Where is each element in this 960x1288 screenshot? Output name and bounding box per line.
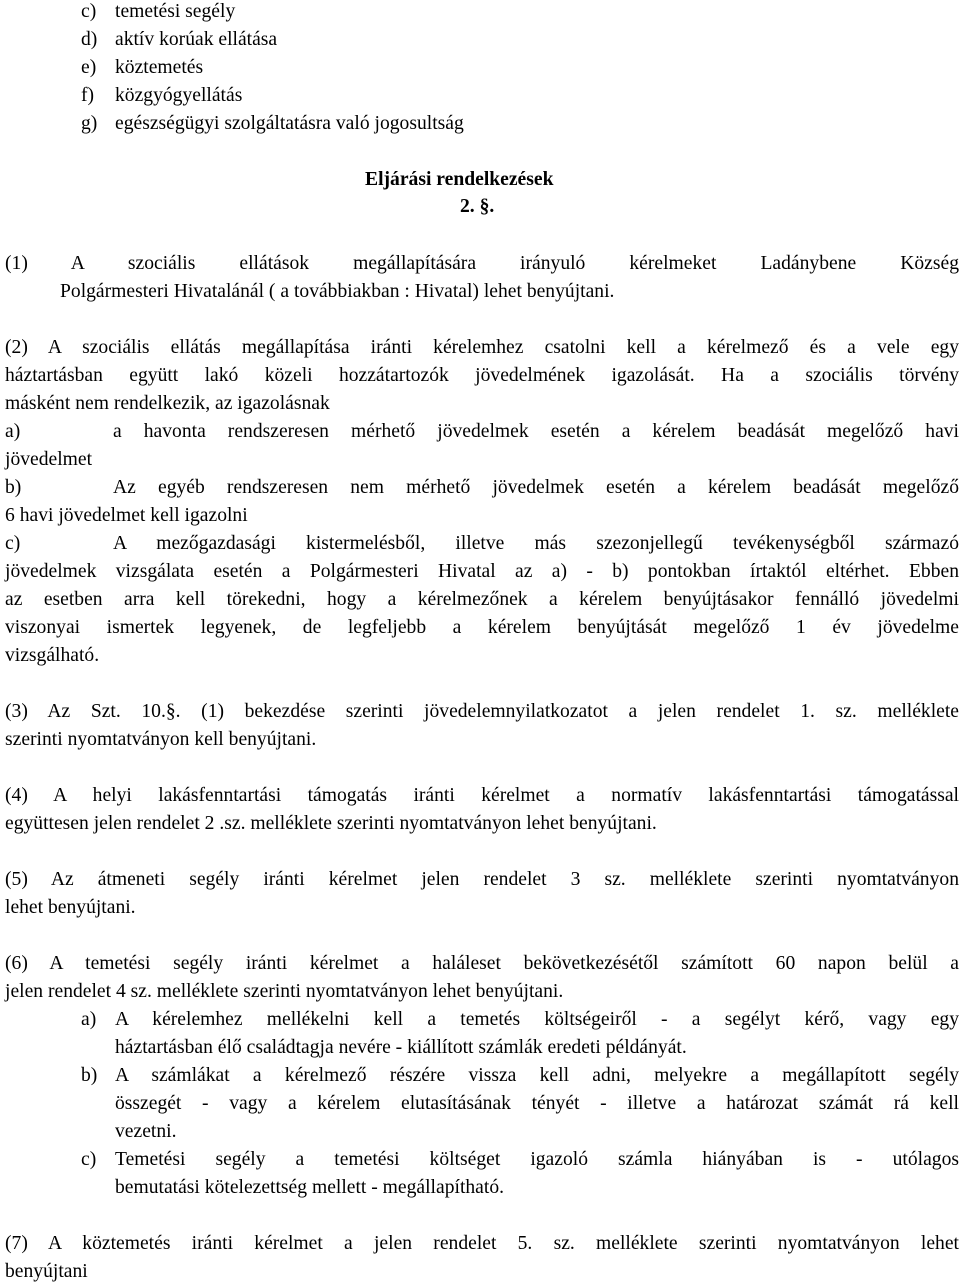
list-item bbox=[81, 82, 242, 110]
item-label: a) bbox=[81, 1009, 97, 1030]
list-item bbox=[81, 110, 464, 138]
item-line: Az egyéb rendszeresen nem mérhető jövedelmek esetén a kérelem beadását megelőző bbox=[113, 477, 959, 498]
paragraph-6-line: (6) A temetési segély iránti kérelmet a haláleset bekövetkezésétől számított 60 napon belül a bbox=[5, 953, 959, 974]
section-title: Eljárási rendelkezések bbox=[365, 169, 554, 190]
item-line: jövedelmet bbox=[5, 449, 93, 470]
item-line: az esetben arra kell törekedni, hogy a kérelmezőnek a kérelem benyújtásakor fennálló jövedelmi bbox=[5, 589, 959, 610]
item-line: vezetni. bbox=[115, 1121, 177, 1142]
item-line: A számlákat a kérelmező részére vissza kell adni, melyekre a megállapított segély bbox=[115, 1065, 959, 1086]
item-line: viszonyai ismertek legyenek, de legfeljebb a kérelem benyújtását megelőző 1 év jövedelme bbox=[5, 617, 959, 638]
paragraph-3-line: szerinti nyomtatványon kell benyújtani. bbox=[5, 729, 317, 750]
paragraph-2-line: másként nem rendelkezik, az igazolásnak bbox=[5, 393, 330, 414]
list-label: d) bbox=[81, 29, 98, 50]
item-label: b) bbox=[81, 1065, 98, 1086]
list-item bbox=[81, 26, 277, 54]
item-line: háztartásban élő családtagja nevére - kiállított számlák eredeti példányát. bbox=[115, 1037, 687, 1058]
paragraph-2-line: (2) A szociális ellátás megállapítása iránti kérelemhez csatolni kell a kérelmező és a vele egy bbox=[5, 337, 959, 358]
paragraph-5-line: lehet benyújtani. bbox=[5, 897, 136, 918]
paragraph-4-line: együttesen jelen rendelet 2 .sz. melléklete szerinti nyomtatványon lehet benyújtani. bbox=[5, 813, 657, 834]
item-line: 6 havi jövedelmet kell igazolni bbox=[5, 505, 248, 526]
item-line: jövedelmek vizsgálata esetén a Polgármesteri Hivatal az a) - b) pontokban írtaktól eltérhet. Ebben bbox=[5, 561, 959, 582]
list-label: e) bbox=[81, 57, 97, 78]
item-line: A mezőgazdasági kistermelésből, illetve más szezonjellegű tevékenységből származó bbox=[113, 533, 959, 554]
item-label: c) bbox=[81, 1149, 97, 1170]
list-text: közgyógyellátás bbox=[115, 85, 243, 106]
section-number: 2. §. bbox=[460, 196, 495, 217]
paragraph-3-line: (3) Az Szt. 10.§. (1) bekezdése szerinti jövedelemnyilatkozatot a jelen rendelet 1. sz. melléklete bbox=[5, 701, 959, 722]
paragraph-7-line: benyújtani bbox=[5, 1261, 88, 1282]
list-text: temetési segély bbox=[115, 1, 236, 22]
paragraph-2-line: háztartásban együtt lakó közeli hozzátartozók jövedelmének igazolását. Ha a szociális törvény bbox=[5, 365, 959, 386]
list-label: g) bbox=[81, 113, 98, 134]
paragraph-1-line: Polgármesteri Hivatalánál ( a továbbiakban : Hivatal) lehet benyújtani. bbox=[60, 281, 615, 302]
item-label: c) bbox=[5, 533, 21, 554]
item-label: a) bbox=[5, 421, 21, 442]
list-text: aktív korúak ellátása bbox=[115, 29, 278, 50]
item-line: bemutatási kötelezettség mellett - megállapítható. bbox=[115, 1177, 505, 1198]
list-text: köztemetés bbox=[115, 57, 204, 78]
paragraph-6-line: jelen rendelet 4 sz. melléklete szerinti nyomtatványon lehet benyújtani. bbox=[5, 981, 564, 1002]
paragraph-5-line: (5) Az átmeneti segély iránti kérelmet jelen rendelet 3 sz. melléklete szerinti nyomtatványon bbox=[5, 869, 959, 890]
paragraph-4-line: (4) A helyi lakásfenntartási támogatás iránti kérelmet a normatív lakásfenntartási támogatással bbox=[5, 785, 959, 806]
item-line: Temetési segély a temetési költséget igazoló számla hiányában is - utólagos bbox=[115, 1149, 959, 1170]
list-item bbox=[81, 0, 235, 26]
item-label: b) bbox=[5, 477, 22, 498]
list-label: c) bbox=[81, 1, 97, 22]
list-label: f) bbox=[81, 85, 95, 106]
item-line: összegét - vagy a kérelem elutasításának tényét - illetve a határozat számát rá kell bbox=[115, 1093, 959, 1114]
item-line: A kérelemhez mellékelni kell a temetés költségeiről - a segélyt kérő, vagy egy bbox=[115, 1009, 959, 1030]
item-line: a havonta rendszeresen mérhető jövedelmek esetén a kérelem beadását megelőző havi bbox=[113, 421, 959, 442]
list-text: egészségügyi szolgáltatásra való jogosultság bbox=[115, 113, 464, 134]
item-line: vizsgálható. bbox=[5, 645, 100, 666]
list-item bbox=[81, 54, 203, 82]
paragraph-1-line: (1) A szociális ellátások megállapítására irányuló kérelmeket Ladánybene Község bbox=[5, 253, 959, 274]
paragraph-7-line: (7) A köztemetés iránti kérelmet a jelen rendelet 5. sz. melléklete szerinti nyomtatványon lehet bbox=[5, 1233, 959, 1254]
